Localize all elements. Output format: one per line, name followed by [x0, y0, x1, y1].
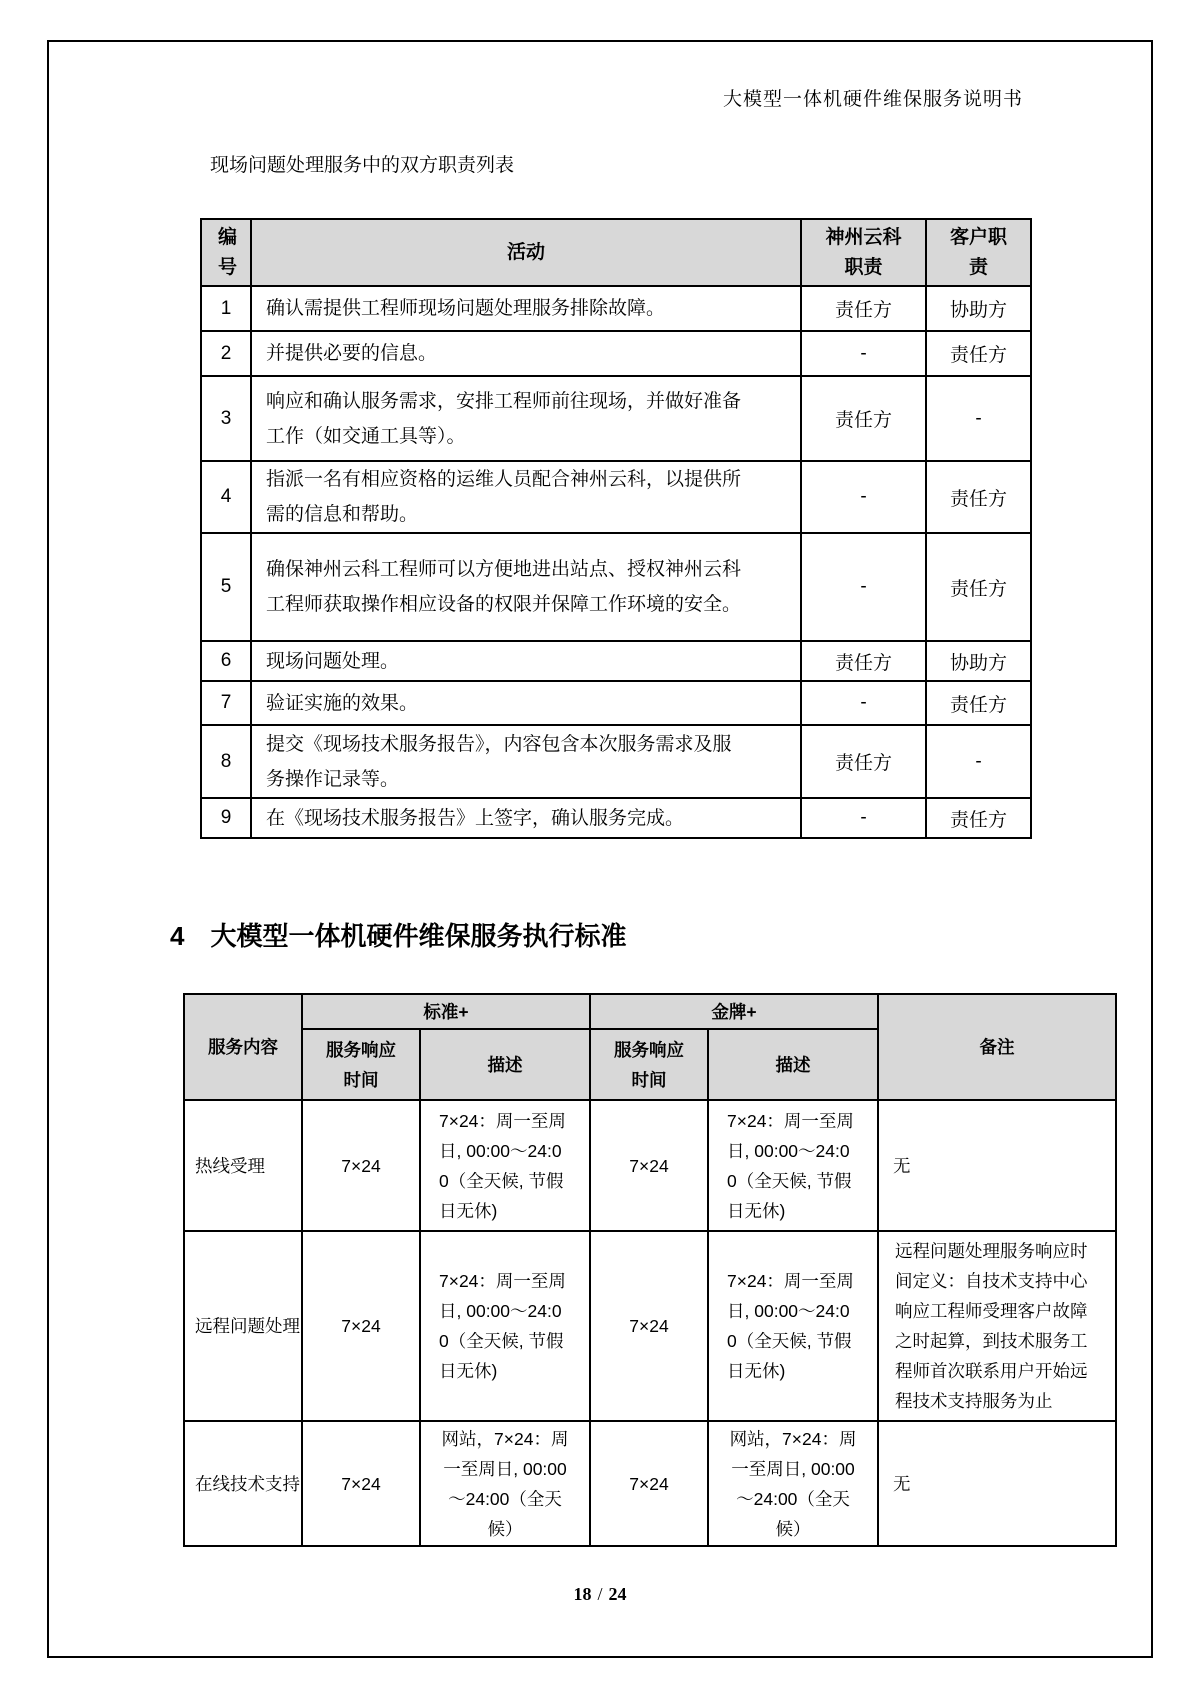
row-no: 2	[201, 331, 251, 376]
row-customer: -	[926, 376, 1031, 461]
sla-std-response: 7×24	[302, 1421, 420, 1546]
section-number: 4	[170, 921, 185, 951]
row-activity: 指派一名有相应资格的运维人员配合神州云科，以提供所需的信息和帮助。	[251, 461, 801, 533]
row-activity: 现场问题处理。	[251, 641, 801, 681]
row-no: 3	[201, 376, 251, 461]
row-activity: 并提供必要的信息。	[251, 331, 801, 376]
row-customer: 责任方	[926, 331, 1031, 376]
sla-service: 在线技术支持	[184, 1421, 302, 1546]
sla-header-group-row	[184, 994, 1116, 1029]
sla-remark: 远程问题处理服务响应时间定义：自技术支持中心响应工程师受理客户故障之时起算，到技术服务工程师首次联系用户开始远程技术支持服务为止	[878, 1231, 1116, 1421]
col-header-gold-response: 服务响应时间	[590, 1029, 708, 1100]
row-customer: -	[926, 725, 1031, 798]
col-group-gold: 金牌+	[590, 994, 878, 1029]
sla-gold-desc: 7×24：周一至周日, 00:00～24:00（全天候, 节假日无休)	[708, 1100, 878, 1231]
table-row	[201, 641, 1031, 681]
sla-gold-response: 7×24	[590, 1100, 708, 1231]
row-no: 1	[201, 286, 251, 331]
row-yunke: 责任方	[801, 641, 926, 681]
sla-service: 热线受理	[184, 1100, 302, 1231]
row-activity: 验证实施的效果。	[251, 681, 801, 725]
sla-row	[184, 1231, 1116, 1421]
sla-remark: 无	[878, 1421, 1116, 1546]
sla-std-response: 7×24	[302, 1231, 420, 1421]
sla-gold-desc: 7×24：周一至周日, 00:00～24:00（全天候, 节假日无休)	[708, 1231, 878, 1421]
row-yunke: 责任方	[801, 286, 926, 331]
sla-row	[184, 1421, 1116, 1546]
table-row	[201, 461, 1031, 533]
table-row	[201, 533, 1031, 641]
sla-row	[184, 1100, 1116, 1231]
current-page-number: 18	[573, 1584, 592, 1604]
row-activity: 在《现场技术服务报告》上签字，确认服务完成。	[251, 798, 801, 838]
page-separator: /	[597, 1584, 603, 1604]
row-yunke: -	[801, 533, 926, 641]
row-yunke: 责任方	[801, 725, 926, 798]
row-yunke: -	[801, 331, 926, 376]
col-header-activity: 活动	[251, 219, 801, 286]
col-header-customer: 客户职责	[926, 219, 1031, 286]
section-heading	[170, 916, 626, 953]
sla-std-desc: 网站，7×24：周一至周日, 00:00～24:00（全天候）	[420, 1421, 590, 1546]
sla-std-response: 7×24	[302, 1100, 420, 1231]
sla-gold-response: 7×24	[590, 1421, 708, 1546]
table-row	[201, 286, 1031, 331]
sla-std-desc: 7×24：周一至周日, 00:00～24:00（全天候, 节假日无休)	[420, 1231, 590, 1421]
table-header-row	[201, 219, 1031, 286]
sla-gold-desc: 网站，7×24：周一至周日, 00:00～24:00（全天候）	[708, 1421, 878, 1546]
col-header-remark: 备注	[878, 994, 1116, 1100]
row-activity: 提交《现场技术服务报告》，内容包含本次服务需求及服务操作记录等。	[251, 725, 801, 798]
table-row	[201, 725, 1031, 798]
sla-remark: 无	[878, 1100, 1116, 1231]
col-header-service: 服务内容	[184, 994, 302, 1100]
row-yunke: -	[801, 461, 926, 533]
row-no: 8	[201, 725, 251, 798]
row-no: 6	[201, 641, 251, 681]
col-group-standard: 标准+	[302, 994, 590, 1029]
col-header-no: 编号	[201, 219, 251, 286]
row-customer: 协助方	[926, 286, 1031, 331]
row-customer: 责任方	[926, 533, 1031, 641]
row-no: 4	[201, 461, 251, 533]
row-no: 9	[201, 798, 251, 838]
row-customer: 责任方	[926, 461, 1031, 533]
total-page-number: 24	[608, 1584, 627, 1604]
row-customer: 责任方	[926, 798, 1031, 838]
document-header-title: 大模型一体机硬件维保服务说明书	[722, 89, 1023, 110]
table-row	[201, 798, 1031, 838]
row-yunke: -	[801, 798, 926, 838]
row-no: 7	[201, 681, 251, 725]
row-activity: 响应和确认服务需求，安排工程师前往现场，并做好准备工作（如交通工具等）。	[251, 376, 801, 461]
row-customer: 责任方	[926, 681, 1031, 725]
row-yunke: 责任方	[801, 376, 926, 461]
row-activity: 确保神州云科工程师可以方便地进出站点、授权神州云科工程师获取操作相应设备的权限并保障工作环境的安全。	[251, 533, 801, 641]
row-no: 5	[201, 533, 251, 641]
col-header-gold-desc: 描述	[708, 1029, 878, 1100]
row-activity: 确认需提供工程师现场问题处理服务排除故障。	[251, 286, 801, 331]
table-row	[201, 331, 1031, 376]
page-footer	[0, 1584, 1200, 1605]
section-title: 大模型一体机硬件维保服务执行标准	[210, 921, 627, 951]
intro-text: 现场问题处理服务中的双方职责列表	[210, 155, 515, 176]
table-row	[201, 681, 1031, 725]
sla-service: 远程问题处理	[184, 1231, 302, 1421]
row-customer: 协助方	[926, 641, 1031, 681]
row-yunke: -	[801, 681, 926, 725]
sla-std-desc: 7×24：周一至周日, 00:00～24:00（全天候, 节假日无休)	[420, 1100, 590, 1231]
sla-gold-response: 7×24	[590, 1231, 708, 1421]
sla-table	[183, 993, 1117, 1547]
responsibility-table	[200, 218, 1032, 839]
col-header-std-response: 服务响应时间	[302, 1029, 420, 1100]
table-row	[201, 376, 1031, 461]
col-header-yunke: 神州云科职责	[801, 219, 926, 286]
col-header-std-desc: 描述	[420, 1029, 590, 1100]
